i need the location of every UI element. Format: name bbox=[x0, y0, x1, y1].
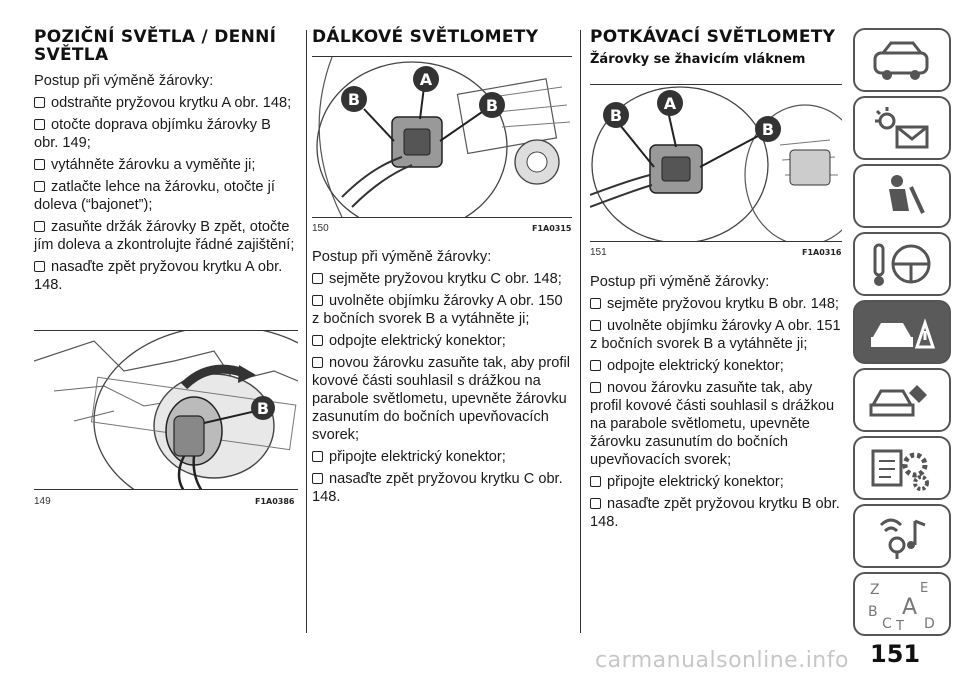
tab-safety[interactable] bbox=[853, 164, 951, 228]
index-letter: A bbox=[902, 595, 918, 620]
bullet-box-icon bbox=[312, 357, 323, 368]
index-letter: D bbox=[924, 616, 935, 632]
key-steering-wheel-icon bbox=[867, 239, 937, 289]
step-item: uvolněte objímku žárovky A obr. 150 z bočních svorek B a vytáhněte ji; bbox=[312, 293, 563, 327]
tab-index[interactable] bbox=[853, 572, 951, 636]
step-item: novou žárovku zasuňte tak, aby profil kovové části souhlasil s drážkou na parabole světlometu, upevněte žárovku zasunutím do bočních upevňovacích svorek; bbox=[312, 355, 570, 443]
figure-code: F1A0316 bbox=[802, 248, 842, 257]
low-beam-bulb-illustration bbox=[590, 85, 842, 241]
intro-text: Postup při výměně žárovky: bbox=[590, 274, 770, 290]
callout-a-label: A bbox=[663, 94, 677, 113]
figure-number: 150 bbox=[312, 223, 329, 234]
callout-a-label: A bbox=[419, 70, 433, 89]
tab-multimedia[interactable] bbox=[853, 504, 951, 568]
step-item: novou žárovku zasuňte tak, aby profil kovové části souhlasil s drážkou na parabole světlometu, upevněte žárovku zasunutím do bočních upevňovacích svorek; bbox=[590, 380, 835, 468]
section-low-beam-steps bbox=[590, 273, 842, 535]
step-item: zasuňte držák žárovky B zpět, otočte jím doleva a zkontrolujte řádné zajištění; bbox=[34, 219, 295, 253]
figure-number: 151 bbox=[590, 247, 607, 258]
bullet-box-icon bbox=[34, 261, 45, 272]
tab-maintenance[interactable] bbox=[853, 368, 951, 432]
index-letter: E bbox=[920, 581, 929, 596]
warning-lights-icon bbox=[867, 103, 937, 153]
bullet-box-icon bbox=[590, 498, 601, 509]
callout-b-label: B bbox=[347, 90, 361, 109]
step-item: nasaďte zpět pryžovou krytku B obr. 148. bbox=[590, 496, 840, 530]
step-item: zatlačte lehce na žárovku, otočte jí doleva (“bajonet”); bbox=[34, 179, 275, 213]
step-item: sejměte pryžovou krytku B obr. 148; bbox=[590, 295, 842, 313]
figure-150 bbox=[312, 56, 572, 218]
callout-b-label: B bbox=[256, 399, 270, 418]
section-title: DÁLKOVÉ SVĚTLOMETY bbox=[312, 27, 539, 47]
watermark: carmanualsonline.info bbox=[595, 648, 849, 673]
step-item: připojte elektrický konektor; bbox=[590, 473, 842, 491]
bullet-box-icon bbox=[34, 181, 45, 192]
bullet-box-icon bbox=[590, 320, 601, 331]
multimedia-icon bbox=[867, 511, 937, 561]
step-item: sejměte pryžovou krytku C obr. 148; bbox=[312, 270, 572, 288]
step-item: nasaďte zpět pryžovou krytku C obr. 148. bbox=[312, 471, 563, 505]
tab-technical-data[interactable] bbox=[853, 436, 951, 500]
high-beam-bulb-illustration bbox=[312, 57, 572, 217]
section-high-beam bbox=[312, 28, 572, 54]
bullet-box-icon bbox=[590, 382, 601, 393]
tab-emergency[interactable] bbox=[853, 300, 951, 364]
index-letter: Z bbox=[870, 582, 880, 598]
bullet-box-icon bbox=[312, 273, 323, 284]
section-subtitle: Žárovky se žhavicím vláknem bbox=[590, 52, 806, 67]
bulb-holder-illustration bbox=[34, 331, 298, 489]
bullet-box-icon bbox=[34, 97, 45, 108]
intro-text: Postup při výměně žárovky: bbox=[312, 249, 492, 265]
section-title: POZIČNÍ SVĚTLA / DENNÍ SVĚTLA bbox=[34, 27, 277, 65]
page-number: 151 bbox=[870, 640, 921, 668]
bullet-box-icon bbox=[34, 159, 45, 170]
column-divider bbox=[306, 30, 307, 633]
emergency-car-icon bbox=[867, 307, 937, 357]
step-item: odpojte elektrický konektor; bbox=[312, 332, 572, 350]
step-item: připojte elektrický konektor; bbox=[312, 448, 572, 466]
index-letter: T bbox=[896, 619, 904, 632]
step-item: nasaďte zpět pryžovou krytku A obr. 148. bbox=[34, 259, 283, 293]
figure-number: 149 bbox=[34, 496, 51, 507]
figure-149 bbox=[34, 330, 298, 490]
tab-warning-lights[interactable] bbox=[853, 96, 951, 160]
index-letters-icon bbox=[862, 576, 942, 632]
index-letter: C bbox=[882, 616, 892, 632]
intro-text: Postup při výměně žárovky: bbox=[34, 73, 214, 89]
technical-data-gears-icon bbox=[867, 443, 937, 493]
section-position-lights bbox=[34, 28, 298, 298]
figure-code: F1A0315 bbox=[532, 224, 572, 233]
bullet-box-icon bbox=[590, 298, 601, 309]
step-item: odpojte elektrický konektor; bbox=[590, 357, 842, 375]
chapter-tabs bbox=[853, 28, 951, 640]
index-letter: B bbox=[868, 604, 878, 620]
car-dashboard-icon bbox=[867, 35, 937, 85]
tab-dashboard[interactable] bbox=[853, 28, 951, 92]
car-maintenance-icon bbox=[867, 375, 937, 425]
tab-starting-driving[interactable] bbox=[853, 232, 951, 296]
callout-b-label: B bbox=[761, 120, 775, 139]
bullet-box-icon bbox=[34, 119, 45, 130]
callout-b-label: B bbox=[485, 96, 499, 115]
callout-b-label: B bbox=[609, 106, 623, 125]
section-title: POTKÁVACÍ SVĚTLOMETY bbox=[590, 27, 836, 47]
bullet-box-icon bbox=[34, 221, 45, 232]
airbag-safety-icon bbox=[867, 171, 937, 221]
section-high-beam-steps bbox=[312, 248, 572, 510]
bullet-box-icon bbox=[312, 451, 323, 462]
bullet-box-icon bbox=[312, 295, 323, 306]
bullet-box-icon bbox=[590, 360, 601, 371]
step-item: otočte doprava objímku žárovky B obr. 149; bbox=[34, 117, 271, 151]
step-item: vytáhněte žárovku a vyměňte ji; bbox=[34, 156, 298, 174]
step-item: uvolněte objímku žárovky A obr. 151 z bočních svorek B a vytáhněte ji; bbox=[590, 318, 841, 352]
figure-151 bbox=[590, 84, 842, 242]
step-item: odstraňte pryžovou krytku A obr. 148; bbox=[34, 94, 298, 112]
bullet-box-icon bbox=[312, 473, 323, 484]
column-divider bbox=[580, 30, 581, 633]
bullet-box-icon bbox=[312, 335, 323, 346]
bullet-box-icon bbox=[590, 476, 601, 487]
figure-code: F1A0386 bbox=[255, 497, 295, 506]
section-low-beam bbox=[590, 28, 842, 75]
